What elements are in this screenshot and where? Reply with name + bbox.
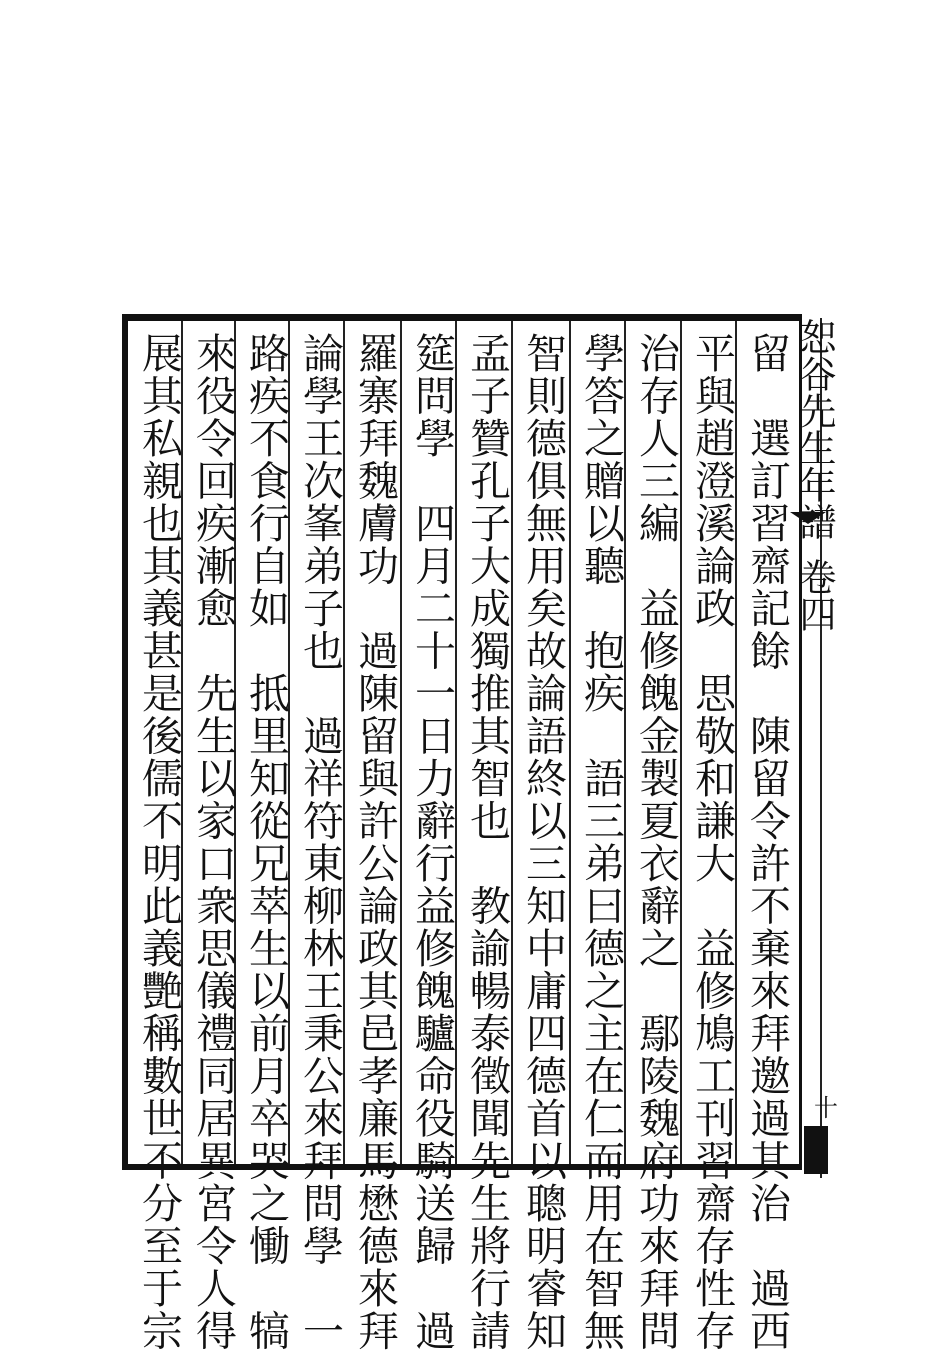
text-column-12: 展其私親也其義甚是後儒不明此義艷稱數世不分至于宗 (135, 332, 183, 1352)
center-fold-strip (790, 318, 836, 1178)
text-column-11: 來役令回疾漸愈 先生以家口衆思儀禮同居異宮令人得 (189, 332, 237, 1352)
text-column-2: 平與趙澄溪論政 思敬和謙大 益修鳩工刊習齋存性存 (688, 332, 736, 1352)
black-mouth-bar (804, 1126, 828, 1174)
text-column-6: 孟子贊孔子大成獨推其智也 教諭暢泰徵聞先生將行請 (463, 332, 511, 1352)
text-column-3: 治存人三編 益修餽金製夏衣辭之 鄢陵魏府功來拜問 (632, 332, 680, 1352)
text-column-9: 論學王次峯弟子也 過祥符東柳林王秉公來拜問學 一 (296, 332, 344, 1352)
text-column-10: 路疾不食行自如 抵里知從兄萃生以前月卒哭之慟 犒 (242, 332, 290, 1352)
text-column-4: 學答之贈以聽 抱疾 語三弟曰德之主在仁而用在智無 (577, 332, 625, 1352)
text-column-1: 留 選訂習齋記餘 陳留令許不棄來拜邀過其治 過西 (743, 332, 791, 1352)
book-title-text: 恕谷先生年譜 (793, 318, 836, 540)
text-column-8: 羅寨拜魏膚功 過陳留與許公論政其邑孝廉馬懋德來拜 (351, 332, 399, 1352)
text-column-5: 智則德俱無用矣故論語終以三知中庸四德首以聰明睿知 (519, 332, 567, 1352)
text-column-7: 筵問學 四月二十一日力辭行益修餽驢命役騎送歸 過 (408, 332, 456, 1352)
volume-label: 卷四 (793, 558, 836, 632)
fish-tail-mark (790, 512, 826, 524)
leaf-number: 十 (814, 1094, 838, 1122)
